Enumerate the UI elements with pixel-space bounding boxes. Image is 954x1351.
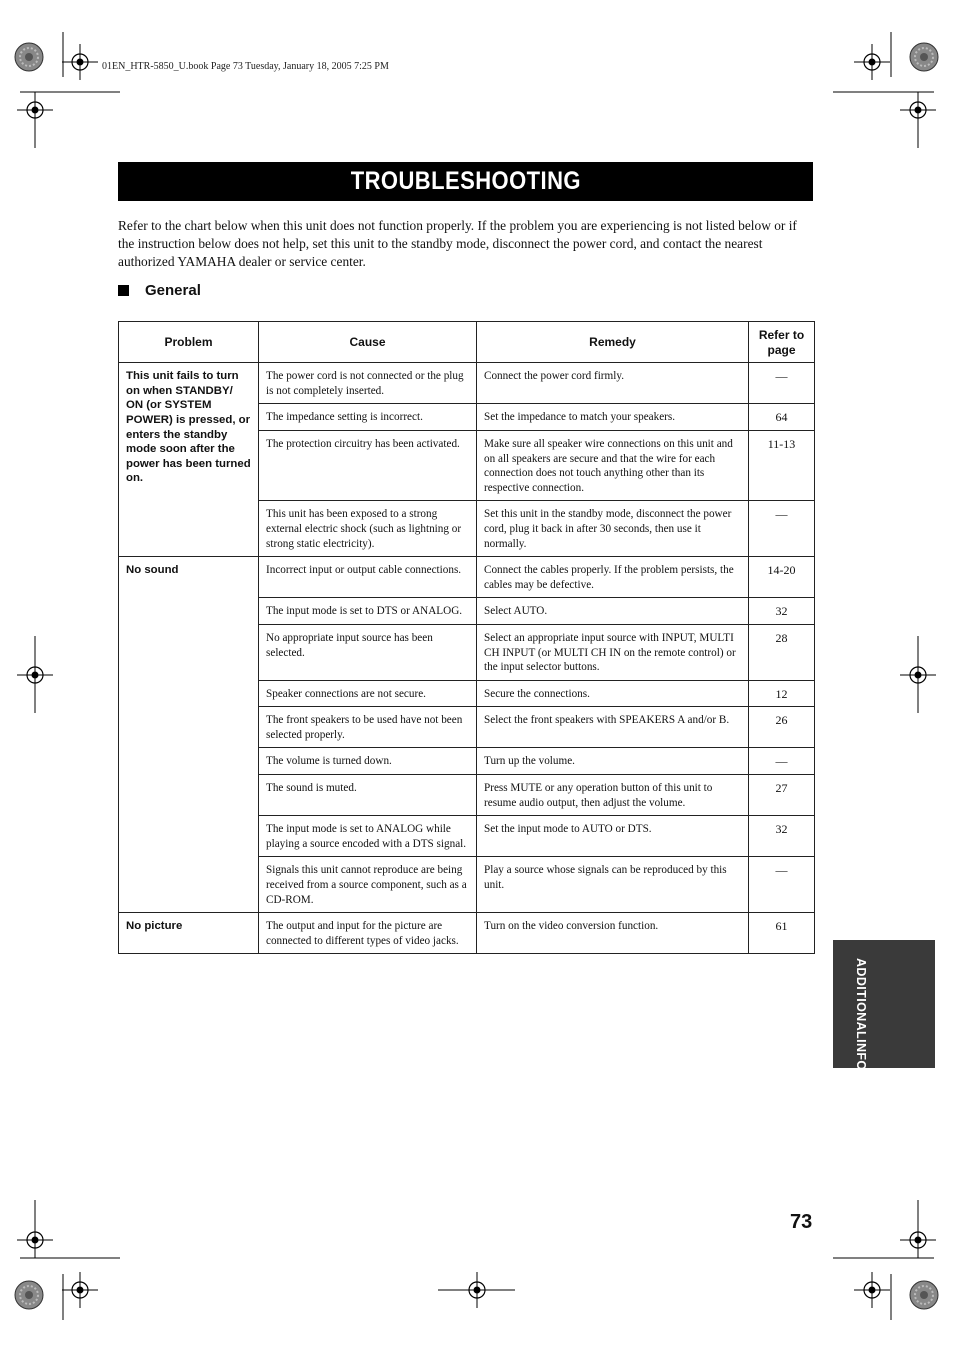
- header-problem: Problem: [119, 322, 259, 363]
- table-row: [119, 557, 815, 598]
- page-ref-cell: —: [749, 748, 815, 775]
- page-ref-cell: —: [749, 857, 815, 913]
- cause-cell: Signals this unit cannot reproduce are being received from a source component, such as a CD-ROM.: [259, 857, 477, 913]
- cause-cell: The impedance setting is incorrect.: [259, 404, 477, 431]
- remedy-cell: Press MUTE or any operation button of this unit to resume audio output, then adjust the volume.: [477, 775, 749, 816]
- cause-cell: Incorrect input or output cable connections.: [259, 557, 477, 598]
- problem-cell: No picture: [119, 913, 259, 954]
- page-ref-cell: 27: [749, 775, 815, 816]
- remedy-cell: Turn on the video conversion function.: [477, 913, 749, 954]
- page-ref-cell: 32: [749, 816, 815, 857]
- side-tab-line-2: INFORMATION: [854, 1039, 868, 1131]
- intro-paragraph: Refer to the chart below when this unit does not function properly. If the problem you are experiencing is not listed below or if the instruction below does not help, set this unit to the standby mode, disconnect the power cord, and contact the nearest authorized YAMAHA dealer or service center.: [118, 218, 797, 269]
- side-tab-line-1: ADDITIONAL: [854, 958, 868, 1040]
- header-page: Refer to page: [749, 322, 815, 363]
- cause-cell: The input mode is set to ANALOG while playing a source encoded with a DTS signal.: [259, 816, 477, 857]
- table-row: [119, 363, 815, 404]
- square-bullet-icon: [118, 285, 129, 296]
- table-header-row: [119, 322, 815, 363]
- cause-cell: This unit has been exposed to a strong external electric shock (such as lightning or strong static electricity).: [259, 501, 477, 557]
- remedy-cell: Set the input mode to AUTO or DTS.: [477, 816, 749, 857]
- page-ref-cell: —: [749, 501, 815, 557]
- remedy-cell: Connect the power cord firmly.: [477, 363, 749, 404]
- page-ref-cell: 61: [749, 913, 815, 954]
- header-remedy: Remedy: [477, 322, 749, 363]
- header-cause: Cause: [259, 322, 477, 363]
- cause-cell: The input mode is set to DTS or ANALOG.: [259, 598, 477, 625]
- page-title-bar: [118, 162, 813, 201]
- remedy-cell: Select AUTO.: [477, 598, 749, 625]
- file-info-header: 01EN_HTR-5850_U.book Page 73 Tuesday, January 18, 2005 7:25 PM: [102, 61, 389, 72]
- cause-cell: The front speakers to be used have not been selected properly.: [259, 707, 477, 748]
- section-heading: [118, 282, 201, 299]
- page-ref-cell: 14-20: [749, 557, 815, 598]
- remedy-cell: Set this unit in the standby mode, disconnect the power cord, plug it back in after 30 seconds, then use it normally.: [477, 501, 749, 557]
- cause-cell: The power cord is not connected or the plug is not completely inserted.: [259, 363, 477, 404]
- cause-cell: Speaker connections are not secure.: [259, 680, 477, 707]
- remedy-cell: Connect the cables properly. If the problem persists, the cables may be defective.: [477, 557, 749, 598]
- cause-cell: The volume is turned down.: [259, 748, 477, 775]
- problem-cell: No sound: [119, 557, 259, 913]
- section-heading-text: General: [145, 282, 201, 299]
- remedy-cell: Play a source whose signals can be reproduced by this unit.: [477, 857, 749, 913]
- page-title: TROUBLESHOOTING: [350, 167, 581, 195]
- page-ref-cell: 28: [749, 624, 815, 680]
- section-side-tab: [833, 940, 935, 1131]
- cause-cell: The output and input for the picture are connected to different types of video jacks.: [259, 913, 477, 954]
- page-ref-cell: 32: [749, 598, 815, 625]
- remedy-cell: Set the impedance to match your speakers.: [477, 404, 749, 431]
- cause-cell: No appropriate input source has been selected.: [259, 624, 477, 680]
- cause-cell: The sound is muted.: [259, 775, 477, 816]
- remedy-cell: Turn up the volume.: [477, 748, 749, 775]
- page-ref-cell: 26: [749, 707, 815, 748]
- table-row: [119, 913, 815, 954]
- page-ref-cell: —: [749, 363, 815, 404]
- problem-cell: This unit fails to turn on when STANDBY/ ON (or SYSTEM POWER) is pressed, or enters the standby mode soon after the power has been turned on.: [119, 363, 259, 557]
- page-number: 73: [790, 1211, 813, 1233]
- cause-cell: The protection circuitry has been activated.: [259, 430, 477, 500]
- remedy-cell: Make sure all speaker wire connections on this unit and on all speakers are secure and that the wire for each connection does not touch anything other than its respective connection.: [477, 430, 749, 500]
- page-ref-cell: 12: [749, 680, 815, 707]
- remedy-cell: Select an appropriate input source with INPUT, MULTI CH INPUT (or MULTI CH IN on the remote control) or the input selector buttons.: [477, 624, 749, 680]
- remedy-cell: Select the front speakers with SPEAKERS A and/or B.: [477, 707, 749, 748]
- page-ref-cell: 11-13: [749, 430, 815, 500]
- remedy-cell: Secure the connections.: [477, 680, 749, 707]
- troubleshooting-table: [118, 321, 815, 954]
- page-ref-cell: 64: [749, 404, 815, 431]
- side-tab-label: [854, 958, 868, 1131]
